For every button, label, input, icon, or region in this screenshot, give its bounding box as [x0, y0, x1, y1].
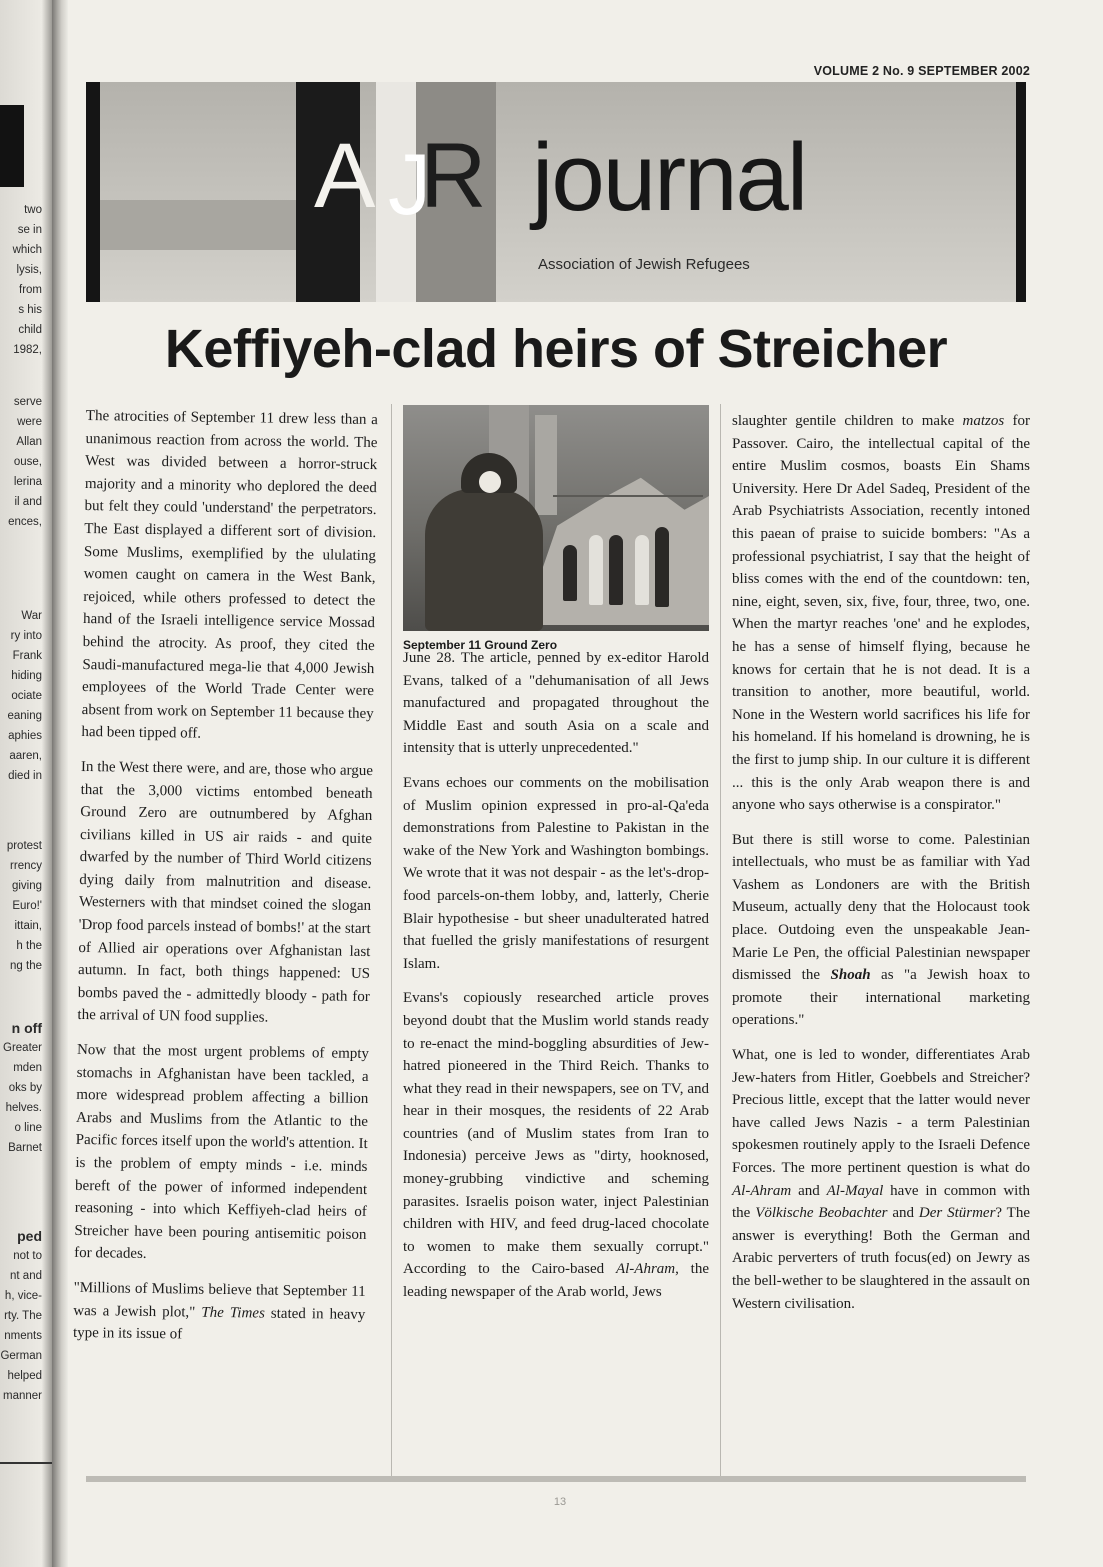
emphasis-word: Shoah: [830, 967, 871, 984]
article-column-2: [403, 647, 709, 1316]
article-paragraph: What, one is led to wonder, differentiates Arab Jew-haters from Hitler, Goebbels and Streicher? Precious little, except that the latter would never have called Jews Nazis - a term Palestinian spokesmen routinely apply to the Israeli Defence Forces. The more pertinent question is what do Al-Ahram and Al-Mayal have in common with the Völkische Beobachter and Der Stürmer? The answer is everything! Both the German and Arabic perverters of truth focus(ed) on Jewry as the bell-wether to be slaughtered in the assault on Western civilisation.: [732, 1047, 1030, 1312]
photo-person: [589, 535, 603, 605]
previous-page-text-e: n off Greater mden oks by helves. o line Barnet: [3, 1020, 42, 1154]
volume-issue-line: VOLUME 2 No. 9 SEPTEMBER 2002: [813, 64, 1030, 78]
previous-page-text-b: serve were Allan ouse, lerina il and ences,: [8, 396, 42, 528]
publication-name: Der Stürmer: [918, 1205, 996, 1222]
publication-name: Völkische Beobachter: [755, 1205, 888, 1222]
page-number: 13: [553, 1496, 567, 1508]
article-paragraph: Evans echoes our comments on the mobilisation of Muslim opinion expressed in pro-al-Qa'eda demonstrations from Palestine to Pakistan in the wake of the New York and Washington bombings. We wrote that it was not despair - as the let's-drop-food parcels-on-them lobby, and, latterly, Cherie Blair hypothesise - but sheer unadulterated hatred that fuelled the grisly manifestations of resurgent Islam.: [403, 774, 709, 972]
ground-zero-photo: [403, 405, 709, 631]
previous-page-text-a: two se in which lysis, from s his child 1982,: [12, 204, 42, 356]
photo-person: [609, 535, 623, 605]
publication-name: Al-Ahram: [615, 1261, 676, 1278]
article-paragraph: Evans's copiously researched article proves beyond doubt that the Muslim world stands ready to re-enact the mind-boggling absurdities of Jew-hatred pioneered in the Third Reich. Thanks to what they read in their newspapers, see on TV, and hear in their mosques, the residents of 22 Arab countries (and of Muslim states from Iran to Indonesia) perceive Jews as "dirty, hooknosed, money-grubbing vindictive and scheming parasites. Israelis poison water, inject Palestinian children with HIV, and feed drug-laced chocolate to women to make them sexually corrupt." According to the Cairo-based Al-Ahram, the leading newspaper of the Arab world, Jews: [403, 990, 709, 1301]
previous-page-text-d: protest rrency giving Euro!' ittain, h the ng the: [6, 840, 42, 972]
photo-debris-line: [553, 495, 703, 497]
logo-letter-a: A: [314, 125, 376, 227]
publication-name: Al-Ahram: [732, 1182, 792, 1199]
banner-left-bar: [86, 82, 100, 302]
page-gutter: [52, 0, 68, 1567]
column-rule-right: [720, 404, 721, 1476]
previous-page-text-f: ped not to nt and h, vice- rty. The nments German helped manner: [0, 1228, 42, 1402]
photo-building: [535, 415, 557, 515]
article-paragraph: Now that the most urgent problems of empty stomachs in Afghanistan have been tackled, a more widespread problem affecting a billion Arabs and Muslims from the Atlantic to the Pacific forces itself upon the world's attention. It is the problem of empty minds - i.e. minds bereft of the power of informed independent reasoning - into which Keffiyeh-clad heirs of Streicher have been pouring antisemitic poison for decades.: [74, 1041, 370, 1263]
logo-journal-word: journal: [532, 124, 807, 231]
bottom-rule: [86, 1476, 1026, 1482]
photo-person: [563, 545, 577, 601]
article-paragraph: In the West there were, and are, those who argue that the 3,000 victims entombed beneath Ground Zero are outnumbered by Afghan civilians killed in US air raids - and quite dwarfed by the number of Third World citizens dying daily from malnutrition and disease. Westerners with that mindset coined the slogan 'Drop food parcels instead of bombs!' at the start of Allied air operations over Afghanistan last autumn. In fact, both things happened: US bombs paved the - admittedly bloody - path for the arrival of UN food supplies.: [77, 758, 374, 1027]
previous-page-black-block: [0, 105, 24, 187]
column-rule-left: [391, 404, 392, 1476]
photo-soldier-mask: [479, 471, 501, 493]
article-paragraph: The atrocities of September 11 drew less than a unanimous reaction from across the world. The West was divided between a horror-struck majority and a minority who deplored the deed but felt they could 'understand' the perpetrators. The East displayed a different sort of division. Some Muslims, exemplified by the ululating women caught on camera in the West Bank, rejoiced, while others professed to detect the hand of the Israeli intelligence service Mossad behind the atrocity. As proof, they cited the Saudi-manufactured mega-lie that 4,000 Jewish employees of the World Trade Center were absent from work on September 11 because they had been tipped off.: [81, 407, 378, 742]
article-paragraph: June 28. The article, penned by ex-editor Harold Evans, talked of a "dehumanisation of all Jews manufactured and propagated throughout the Middle East and south Asia on a scale and intensity that is utterly unprecedented.": [403, 650, 709, 757]
emphasis-word: matzos: [962, 413, 1005, 429]
previous-page-edge: [0, 0, 52, 1567]
article-column-1: [73, 405, 378, 1361]
banner-strip: [100, 200, 296, 250]
previous-page-rule: [0, 1462, 52, 1464]
organization-name: Association of Jewish Refugees: [538, 256, 750, 273]
logo-letter-j: J: [388, 137, 431, 233]
masthead-banner: [86, 82, 1026, 302]
publication-name: Al-Mayal: [826, 1182, 884, 1199]
photo-person: [655, 527, 669, 607]
article-paragraph: slaughter gentile children to make matzos for Passover. Cairo, the intellectual capital of the entire Muslim cosmos, boasts Ein Shams University. Here Dr Adel Sadeq, President of the Arab Psychiatrists Association, recently intoned this paean of praise to suicide bombers: "As a professional psychiatrist, I say that the height of bliss comes with the end of the countdown: ten, nine, eight, seven, six, five, four, three, two, one. When the martyr reaches 'one' and he explodes, he has a sense of himself flying, because he knows for certain that he is not dead. It is a transition to another, more beautiful, world. None in the Western world sacrifices his life for his homeland. If his homeland is drowning, he is the first to jump ship. In our culture it is different ... this is the only Arab weapon there is and anyone who says otherwise is a conspirator.": [732, 413, 1030, 814]
article-headline: Keffiyeh-clad heirs of Streicher: [164, 319, 948, 379]
photo-person: [635, 535, 649, 605]
photo-caption: September 11 Ground Zero: [403, 638, 558, 652]
logo-letter-r: R: [420, 125, 487, 227]
article-paragraph: But there is still worse to come. Palestinian intellectuals, who must be as familiar with Yad Vashem as Londoners are with the British Museum, actually deny that the Holocaust took place. Outdoing even the unspeakable Jean-Marie Le Pen, the official Palestinian newspaper dismissed the Shoah as "a Jewish hoax to promote their international marketing operations.": [732, 831, 1031, 1029]
publication-name: The Times: [201, 1304, 265, 1322]
article-column-3: [732, 410, 1030, 1327]
previous-page-text-c: War ry into Frank hiding ociate eaning aphies aaren, died in: [7, 610, 42, 782]
article-paragraph: "Millions of Muslims believe that September 11 was a Jewish plot," The Times stated in heavy type in its issue of: [72, 1279, 366, 1343]
photo-soldier: [425, 489, 543, 631]
banner-right-bar: [1016, 82, 1026, 302]
